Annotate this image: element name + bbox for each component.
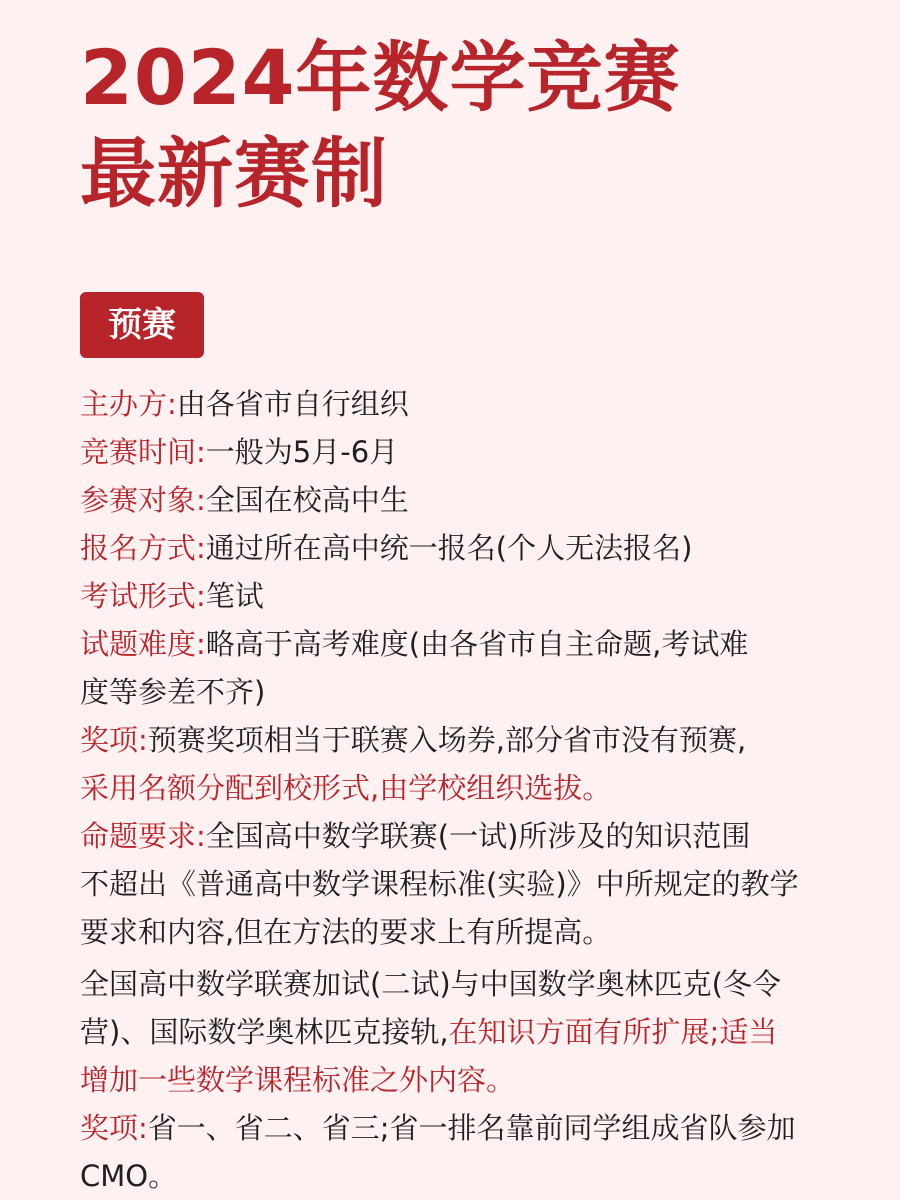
item-value-highlight: 采用名额分配到校形式,由学校组织选拔。	[80, 771, 612, 805]
paragraph-highlight: 在知识方面有所扩展;适当	[448, 1015, 778, 1049]
item-awards-2	[80, 1104, 850, 1200]
item-value: 由各省市自行组织	[176, 387, 409, 421]
info-list	[80, 380, 850, 1200]
item-time	[80, 428, 850, 476]
item-value: 略高于高考难度(由各省市自主命题,考试难	[205, 627, 749, 661]
item-value-cont: CMO。	[80, 1159, 178, 1193]
item-organizer	[80, 380, 850, 428]
item-difficulty	[80, 620, 850, 716]
section-badge: 预赛	[80, 292, 204, 358]
item-label: 参赛对象:	[80, 483, 206, 517]
page-title	[80, 30, 681, 222]
item-label: 考试形式:	[80, 579, 206, 613]
item-label: 奖项:	[80, 1111, 148, 1145]
title-line-2: 最新赛制	[80, 129, 388, 218]
item-requirements	[80, 812, 850, 956]
paragraph-highlight: 增加一些数学课程标准之外内容。	[80, 1063, 516, 1097]
item-value-cont: 不超出《普通高中数学课程标准(实验)》中所规定的教学	[80, 867, 799, 901]
item-value: 省一、省二、省三;省一排名靠前同学组成省队参加	[147, 1111, 796, 1145]
item-value: 全国在校高中生	[205, 483, 409, 517]
item-participants	[80, 476, 850, 524]
item-value: 全国高中数学联赛(一试)所涉及的知识范围	[205, 819, 751, 853]
item-value-cont: 度等参差不齐)	[80, 675, 266, 709]
item-label: 试题难度:	[80, 627, 206, 661]
paragraph-line: 营)、国际数学奥林匹克接轨,	[80, 1015, 449, 1049]
item-second-round	[80, 960, 850, 1104]
item-awards	[80, 716, 850, 812]
title-line-1: 2024年数学竞赛	[80, 33, 681, 122]
item-value: 通过所在高中统一报名(个人无法报名)	[205, 531, 693, 565]
item-label: 命题要求:	[80, 819, 206, 853]
item-label: 竞赛时间:	[80, 435, 206, 469]
item-value: 预赛奖项相当于联赛入场券,部分省市没有预赛,	[147, 723, 747, 757]
item-format	[80, 572, 850, 620]
paragraph-line: 全国高中数学联赛加试(二试)与中国数学奥林匹克(冬令	[80, 967, 781, 1001]
item-value: 一般为5月-6月	[205, 435, 399, 469]
item-label: 报名方式:	[80, 531, 206, 565]
item-label: 奖项:	[80, 723, 148, 757]
item-value: 笔试	[205, 579, 264, 613]
item-registration	[80, 524, 850, 572]
item-label: 主办方:	[80, 387, 177, 421]
item-value-cont: 要求和内容,但在方法的要求上有所提高。	[80, 915, 612, 949]
